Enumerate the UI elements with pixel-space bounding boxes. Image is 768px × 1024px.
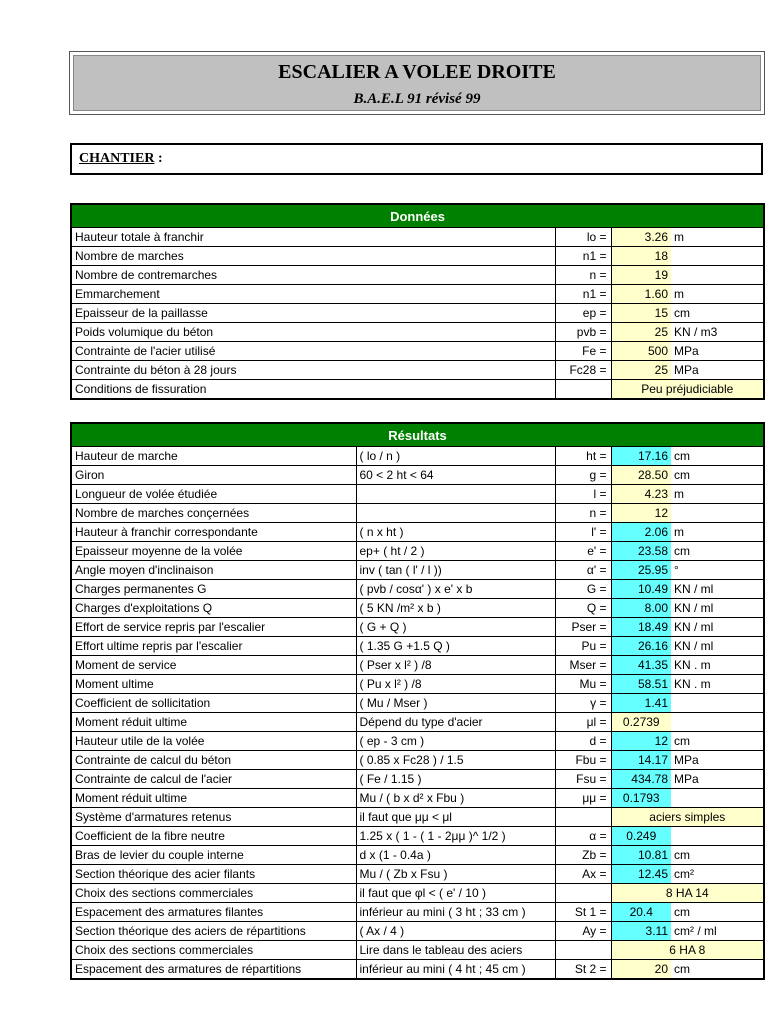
row-unit: KN / ml	[671, 637, 764, 656]
table-row	[71, 247, 764, 266]
row-label: Poids volumique du béton	[71, 323, 555, 342]
row-formula: d x (1 - 0.4a )	[356, 846, 555, 865]
row-unit	[671, 247, 764, 266]
table-row	[71, 523, 764, 542]
row-symbol: α =	[555, 827, 611, 846]
table-row	[71, 323, 764, 342]
title-box	[69, 51, 765, 115]
table-row	[71, 675, 764, 694]
row-value: 10.49	[611, 580, 671, 599]
table-row	[71, 713, 764, 732]
table-row	[71, 846, 764, 865]
row-label: Nombre de marches conçernées	[71, 504, 356, 523]
table-row	[71, 618, 764, 637]
row-value: 434.78	[611, 770, 671, 789]
row-label: Effort de service repris par l'escalier	[71, 618, 356, 637]
row-label: Giron	[71, 466, 356, 485]
table-row	[71, 922, 764, 941]
row-label: Effort ultime repris par l'escalier	[71, 637, 356, 656]
row-symbol: Ay =	[555, 922, 611, 941]
row-label: Emmarchement	[71, 285, 555, 304]
row-formula: ( lo / n )	[356, 447, 555, 466]
row-formula: ( 5 KN /m² x b )	[356, 599, 555, 618]
title-panel	[73, 55, 761, 111]
row-value: 6 HA 8	[611, 941, 764, 960]
row-label: Epaisseur de la paillasse	[71, 304, 555, 323]
row-formula: il faut que φl < ( e' / 10 )	[356, 884, 555, 903]
row-label: Moment réduit ultime	[71, 789, 356, 808]
row-unit: KN / ml	[671, 599, 764, 618]
row-label: Moment réduit ultime	[71, 713, 356, 732]
row-formula: inférieur au mini ( 4 ht ; 45 cm )	[356, 960, 555, 980]
table-row	[71, 694, 764, 713]
table-row	[71, 447, 764, 466]
table-row	[71, 599, 764, 618]
table-row	[71, 751, 764, 770]
page-title: ESCALIER A VOLEE DROITE	[278, 61, 556, 83]
row-symbol: γ =	[555, 694, 611, 713]
table-row	[71, 656, 764, 675]
row-symbol: n =	[555, 504, 611, 523]
row-unit	[671, 789, 764, 808]
row-symbol: Q =	[555, 599, 611, 618]
row-label: Coefficient de la fibre neutre	[71, 827, 356, 846]
row-unit: cm²	[671, 865, 764, 884]
row-symbol: l =	[555, 485, 611, 504]
row-unit: KN . m	[671, 675, 764, 694]
row-unit: cm	[671, 542, 764, 561]
row-label: Choix des sections commerciales	[71, 941, 356, 960]
row-symbol	[555, 808, 611, 827]
table-row	[71, 342, 764, 361]
row-unit: KN . m	[671, 656, 764, 675]
row-value: 18.49	[611, 618, 671, 637]
table-row	[71, 361, 764, 380]
table-row	[71, 304, 764, 323]
table-row	[71, 789, 764, 808]
row-symbol: l' =	[555, 523, 611, 542]
row-formula: ( n x ht )	[356, 523, 555, 542]
row-unit	[671, 504, 764, 523]
row-unit	[671, 827, 764, 846]
table-row	[71, 732, 764, 751]
row-label: Moment ultime	[71, 675, 356, 694]
row-formula: ( Fe / 1.15 )	[356, 770, 555, 789]
row-unit: m	[671, 228, 764, 247]
donnees-header: Données	[71, 204, 764, 228]
row-formula: ( pvb / cosα' ) x e' x b	[356, 580, 555, 599]
table-row	[71, 542, 764, 561]
row-label: Hauteur de marche	[71, 447, 356, 466]
row-label: Hauteur utile de la volée	[71, 732, 356, 751]
donnees-table	[70, 203, 765, 400]
row-symbol: Fe =	[555, 342, 611, 361]
row-value: 12.45	[611, 865, 671, 884]
row-label: Espacement des armatures de répartitions	[71, 960, 356, 980]
row-value[interactable]: 25	[611, 361, 671, 380]
table-row	[71, 827, 764, 846]
row-value: 0.1793	[611, 789, 671, 808]
row-symbol	[555, 941, 611, 960]
row-unit: cm	[671, 447, 764, 466]
row-value: 58.51	[611, 675, 671, 694]
row-unit: m	[671, 285, 764, 304]
row-value[interactable]: 1.60	[611, 285, 671, 304]
row-formula: inférieur au mini ( 3 ht ; 33 cm )	[356, 903, 555, 922]
row-label: Contrainte de l'acier utilisé	[71, 342, 555, 361]
row-symbol: Pu =	[555, 637, 611, 656]
table-row	[71, 561, 764, 580]
row-symbol: Fbu =	[555, 751, 611, 770]
row-unit: cm	[671, 466, 764, 485]
row-formula: ep+ ( ht / 2 )	[356, 542, 555, 561]
row-label: Conditions de fissuration	[71, 380, 555, 400]
resultats-header: Résultats	[71, 423, 764, 447]
row-value: 12	[611, 732, 671, 751]
row-formula: Mu / ( Zb x Fsu )	[356, 865, 555, 884]
table-row	[71, 228, 764, 247]
row-value: 0.2739	[611, 713, 671, 732]
row-label: Contrainte de calcul du béton	[71, 751, 356, 770]
row-symbol: Mu =	[555, 675, 611, 694]
row-label: Hauteur à franchir correspondante	[71, 523, 356, 542]
row-formula: il faut que μμ < μl	[356, 808, 555, 827]
row-unit: MPa	[671, 361, 764, 380]
row-unit: m	[671, 485, 764, 504]
row-value: aciers simples	[611, 808, 764, 827]
row-value: 28.50	[611, 466, 671, 485]
row-formula: ( Pu x l² ) /8	[356, 675, 555, 694]
row-value: 8 HA 14	[611, 884, 764, 903]
row-value: 2.06	[611, 523, 671, 542]
row-symbol: Zb =	[555, 846, 611, 865]
row-label: Choix des sections commerciales	[71, 884, 356, 903]
row-label: Angle moyen d'inclinaison	[71, 561, 356, 580]
row-value: 17.16	[611, 447, 671, 466]
row-value[interactable]: 19	[611, 266, 671, 285]
row-label: Coefficient de sollicitation	[71, 694, 356, 713]
row-label: Moment de service	[71, 656, 356, 675]
table-row	[71, 941, 764, 960]
table-row	[71, 466, 764, 485]
row-label: Système d'armatures retenus	[71, 808, 356, 827]
row-symbol: e' =	[555, 542, 611, 561]
row-symbol: μl =	[555, 713, 611, 732]
row-value: 41.35	[611, 656, 671, 675]
row-formula: ( Ax / 4 )	[356, 922, 555, 941]
row-label: Section théorique des acier filants	[71, 865, 356, 884]
row-formula: 1.25 x ( 1 - ( 1 - 2μμ )^ 1/2 )	[356, 827, 555, 846]
row-symbol: Fsu =	[555, 770, 611, 789]
row-symbol: ep =	[555, 304, 611, 323]
chantier-label: CHANTIER	[79, 151, 155, 166]
row-label: Epaisseur moyenne de la volée	[71, 542, 356, 561]
row-value[interactable]: 500	[611, 342, 671, 361]
row-symbol: ht =	[555, 447, 611, 466]
row-formula: ( Mu / Mser )	[356, 694, 555, 713]
row-value[interactable]: 25	[611, 323, 671, 342]
row-label: Longueur de volée étudiée	[71, 485, 356, 504]
row-formula: inv ( tan ( l' / l ))	[356, 561, 555, 580]
row-value: 0.249	[611, 827, 671, 846]
row-formula: Dépend du type d'acier	[356, 713, 555, 732]
row-unit: MPa	[671, 342, 764, 361]
row-unit: cm	[671, 304, 764, 323]
table-row	[71, 485, 764, 504]
row-unit: cm² / ml	[671, 922, 764, 941]
row-symbol: Ax =	[555, 865, 611, 884]
row-formula: ( 1.35 G +1.5 Q )	[356, 637, 555, 656]
row-value: 14.17	[611, 751, 671, 770]
row-symbol: n1 =	[555, 285, 611, 304]
row-symbol	[555, 884, 611, 903]
row-unit: °	[671, 561, 764, 580]
row-formula: Mu / ( b x d² x Fbu )	[356, 789, 555, 808]
table-row	[71, 865, 764, 884]
row-label: Charges permanentes G	[71, 580, 356, 599]
row-value[interactable]: Peu préjudiciable	[611, 380, 764, 400]
row-unit: cm	[671, 960, 764, 980]
row-symbol: n =	[555, 266, 611, 285]
row-value: 23.58	[611, 542, 671, 561]
table-row	[71, 808, 764, 827]
row-formula: ( Pser x l² ) /8	[356, 656, 555, 675]
row-symbol: St 2 =	[555, 960, 611, 980]
row-unit	[671, 713, 764, 732]
row-unit: MPa	[671, 751, 764, 770]
table-row	[71, 504, 764, 523]
row-value: 1.41	[611, 694, 671, 713]
row-symbol: pvb =	[555, 323, 611, 342]
table-row	[71, 266, 764, 285]
row-symbol: α' =	[555, 561, 611, 580]
row-unit: KN / ml	[671, 618, 764, 637]
row-value: 25.95	[611, 561, 671, 580]
row-formula: 60 < 2 ht < 64	[356, 466, 555, 485]
row-unit: cm	[671, 846, 764, 865]
row-label: Charges d'exploitations Q	[71, 599, 356, 618]
row-label: Bras de levier du couple interne	[71, 846, 356, 865]
row-value: 26.16	[611, 637, 671, 656]
row-symbol: G =	[555, 580, 611, 599]
row-value: 8.00	[611, 599, 671, 618]
row-formula	[356, 485, 555, 504]
table-row	[71, 285, 764, 304]
row-value: 4.23	[611, 485, 671, 504]
row-label: Nombre de contremarches	[71, 266, 555, 285]
row-value: 10.81	[611, 846, 671, 865]
row-unit	[671, 694, 764, 713]
row-value[interactable]: 3.26	[611, 228, 671, 247]
row-label: Hauteur totale à franchir	[71, 228, 555, 247]
row-unit: KN / ml	[671, 580, 764, 599]
row-formula: Lire dans le tableau des aciers	[356, 941, 555, 960]
table-row	[71, 903, 764, 922]
row-symbol: St 1 =	[555, 903, 611, 922]
row-value: 20.4	[611, 903, 671, 922]
chantier-field[interactable]	[70, 143, 763, 175]
row-symbol: n1 =	[555, 247, 611, 266]
row-label: Nombre de marches	[71, 247, 555, 266]
table-row	[71, 884, 764, 903]
table-row	[71, 770, 764, 789]
row-symbol: d =	[555, 732, 611, 751]
row-unit	[671, 266, 764, 285]
row-symbol: Fc28 =	[555, 361, 611, 380]
row-value: 3.11	[611, 922, 671, 941]
row-symbol: Mser =	[555, 656, 611, 675]
row-value[interactable]: 15	[611, 304, 671, 323]
row-formula: ( ep - 3 cm )	[356, 732, 555, 751]
row-unit: KN / m3	[671, 323, 764, 342]
row-formula: ( 0.85 x Fc28 ) / 1.5	[356, 751, 555, 770]
row-unit: cm	[671, 903, 764, 922]
row-symbol: Pser =	[555, 618, 611, 637]
row-symbol: μμ =	[555, 789, 611, 808]
row-unit: MPa	[671, 770, 764, 789]
resultats-table	[70, 422, 765, 980]
page-subtitle: B.A.E.L 91 révisé 99	[353, 91, 481, 107]
row-symbol	[555, 380, 611, 400]
row-formula: ( G + Q )	[356, 618, 555, 637]
row-symbol: g =	[555, 466, 611, 485]
row-symbol: lo =	[555, 228, 611, 247]
row-label: Contrainte de calcul de l'acier	[71, 770, 356, 789]
row-formula	[356, 504, 555, 523]
row-value[interactable]: 18	[611, 247, 671, 266]
row-unit: m	[671, 523, 764, 542]
row-unit: cm	[671, 732, 764, 751]
chantier-colon: :	[154, 151, 163, 166]
row-label: Section théorique des aciers de répartitions	[71, 922, 356, 941]
table-row	[71, 580, 764, 599]
table-row	[71, 960, 764, 980]
row-value: 12	[611, 504, 671, 523]
table-row	[71, 380, 764, 400]
row-label: Espacement des armatures filantes	[71, 903, 356, 922]
row-label: Contrainte du béton à 28 jours	[71, 361, 555, 380]
row-value: 20	[611, 960, 671, 980]
table-row	[71, 637, 764, 656]
